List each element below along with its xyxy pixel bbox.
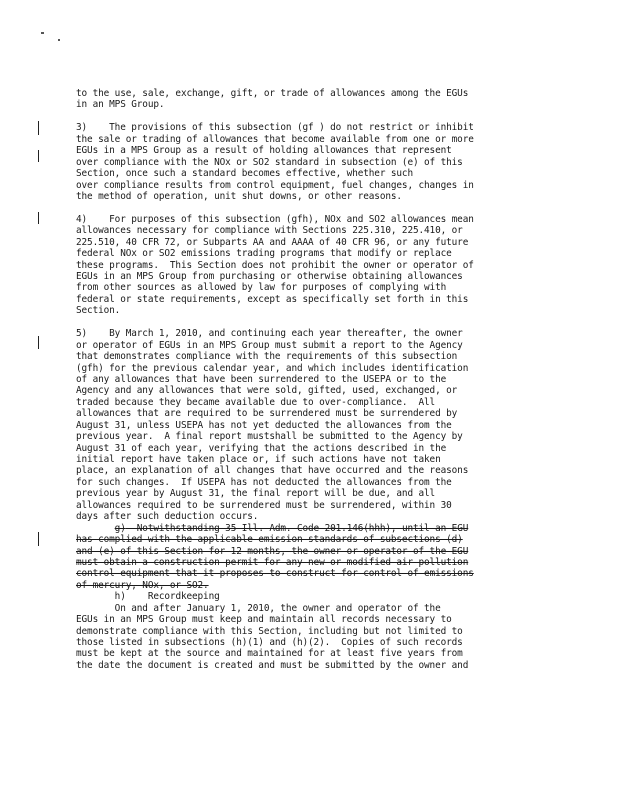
text-line: previous year. A final report mustshall be submitted to the Agency by bbox=[76, 431, 463, 443]
struck-line: control equipment that it proposes to construct for control of emissions bbox=[76, 568, 474, 580]
text-line: 5) By March 1, 2010, and continuing each year thereafter, the owner bbox=[76, 328, 463, 340]
text-line: allowances required to be surrendered must be surrendered, within 30 bbox=[76, 499, 452, 511]
text-line: August 31, unless USEPA has not yet deducted the allowances from the bbox=[76, 419, 452, 431]
text-line: the sale or trading of allowances that become available from one or more bbox=[76, 133, 474, 145]
text-line: the date the document is created and must be submitted by the owner and bbox=[76, 659, 469, 671]
text-line: allowances necessary for compliance with Sections 225.310, 225.410, or bbox=[76, 225, 463, 237]
text-line: 225.510, 40 CFR 72, or Subparts AA and AAAA of 40 CFR 96, or any future bbox=[76, 236, 469, 248]
revision-margin-bar bbox=[38, 121, 39, 135]
heading-indent bbox=[76, 591, 115, 602]
text-line: days after such deduction occurs. bbox=[76, 511, 259, 523]
paragraph-indent bbox=[76, 523, 115, 534]
text-line: that demonstrates compliance with the requirements of this subsection bbox=[76, 351, 458, 363]
revision-margin-bar bbox=[38, 336, 39, 349]
text-line: from other sources as allowed by law for purposes of complying with bbox=[76, 282, 447, 294]
text-line: must be kept at the source and maintained for at least five years from bbox=[76, 648, 463, 660]
text-line: On and after January 1, 2010, the owner and operator of the bbox=[76, 602, 441, 614]
text-line: federal NOx or SO2 emissions trading programs that modify or replace bbox=[76, 248, 452, 260]
paragraph-3 bbox=[76, 122, 534, 202]
text-line: for such changes. If USEPA has not deducted the allowances from the bbox=[76, 476, 452, 488]
text-line: allowances that are required to be surrendered must be surrendered by bbox=[76, 408, 458, 420]
paragraph-4 bbox=[76, 214, 534, 317]
text-line: of any allowances that have been surrendered to the USEPA or to the bbox=[76, 373, 447, 385]
text-line: place, an explanation of all changes that have occurred and the reasons bbox=[76, 465, 469, 477]
revision-margin-bar bbox=[38, 212, 39, 224]
heading-text: h) Recordkeeping bbox=[114, 591, 220, 603]
text-line: August 31 of each year, verifying that the actions described in the bbox=[76, 442, 447, 454]
revision-margin-bar bbox=[38, 532, 39, 546]
text-line bbox=[76, 523, 534, 534]
text-line: those listed in subsections (h)(1) and (h)(2). Copies of such records bbox=[76, 637, 463, 648]
document-body bbox=[76, 88, 534, 671]
text-line: Section, once such a standard becomes effective, whether such bbox=[76, 168, 413, 180]
text-line: EGUs in a MPS Group as a result of holding allowances that represent bbox=[76, 145, 452, 157]
text-line: Section. bbox=[76, 305, 121, 317]
text-line: federal or state requirements, except as specifically set forth in this bbox=[76, 293, 469, 305]
paragraph-continuation bbox=[76, 88, 534, 111]
text-line: initial report have taken place or, if such actions have not taken bbox=[76, 454, 441, 465]
scan-speck bbox=[41, 32, 44, 34]
paragraph-g-deleted bbox=[76, 523, 534, 592]
text-line: these programs. This Section does not prohibit the owner or operator of bbox=[76, 259, 474, 271]
paragraph-5 bbox=[76, 328, 534, 522]
text-line: 4) For purposes of this subsection (gfh), NOx and SO2 allowances mean bbox=[76, 213, 474, 225]
text-line: Agency and any allowances that were sold, gifted, used, exchanged, or bbox=[76, 385, 458, 397]
scan-speck bbox=[58, 39, 60, 41]
revision-margin-bar bbox=[38, 150, 39, 162]
text-line: in an MPS Group. bbox=[76, 99, 165, 111]
text-line: EGUs in an MPS Group from purchasing or otherwise obtaining allowances bbox=[76, 271, 463, 282]
text-line: over compliance results from control equipment, fuel changes, changes in bbox=[76, 179, 474, 191]
section-heading bbox=[76, 591, 534, 602]
struck-line: has complied with the applicable emission standards of subsections (d) bbox=[76, 534, 463, 546]
struck-line: must obtain a construction permit for any new or modified air pollution bbox=[76, 556, 469, 568]
text-line: over compliance with the NOx or SO2 standard in subsection (e) of this bbox=[76, 156, 463, 168]
text-line: to the use, sale, exchange, gift, or trade of allowances among the EGUs bbox=[76, 88, 469, 99]
text-line: demonstrate compliance with this Section, including but not limited to bbox=[76, 625, 463, 637]
text-line: previous year by August 31, the final report will be due, and all bbox=[76, 488, 436, 500]
struck-text: Notwithstanding 35 Ill. Adm. Code 201.146(hhh), until an EGU bbox=[125, 522, 469, 534]
text-line: or operator of EGUs in an MPS Group must submit a report to the Agency bbox=[76, 339, 463, 351]
text-line: (gfh) for the previous calendar year, and which includes identification bbox=[76, 362, 469, 374]
struck-line: and (e) of this Section for 12 months, the owner or operator of the EGU bbox=[76, 545, 469, 557]
text-line: 3) The provisions of this subsection (gf ) do not restrict or inhibit bbox=[76, 122, 474, 134]
text-line: traded because they became available due to over-compliance. All bbox=[76, 396, 436, 408]
struck-line: of mercury, NOx, or SO2. bbox=[76, 579, 209, 591]
text-line: the method of operation, unit shut downs, or other reasons. bbox=[76, 190, 402, 202]
text-line: EGUs in an MPS Group must keep and maintain all records necessary to bbox=[76, 614, 452, 626]
paragraph-label: g) bbox=[114, 522, 126, 534]
paragraph-h bbox=[76, 591, 534, 671]
